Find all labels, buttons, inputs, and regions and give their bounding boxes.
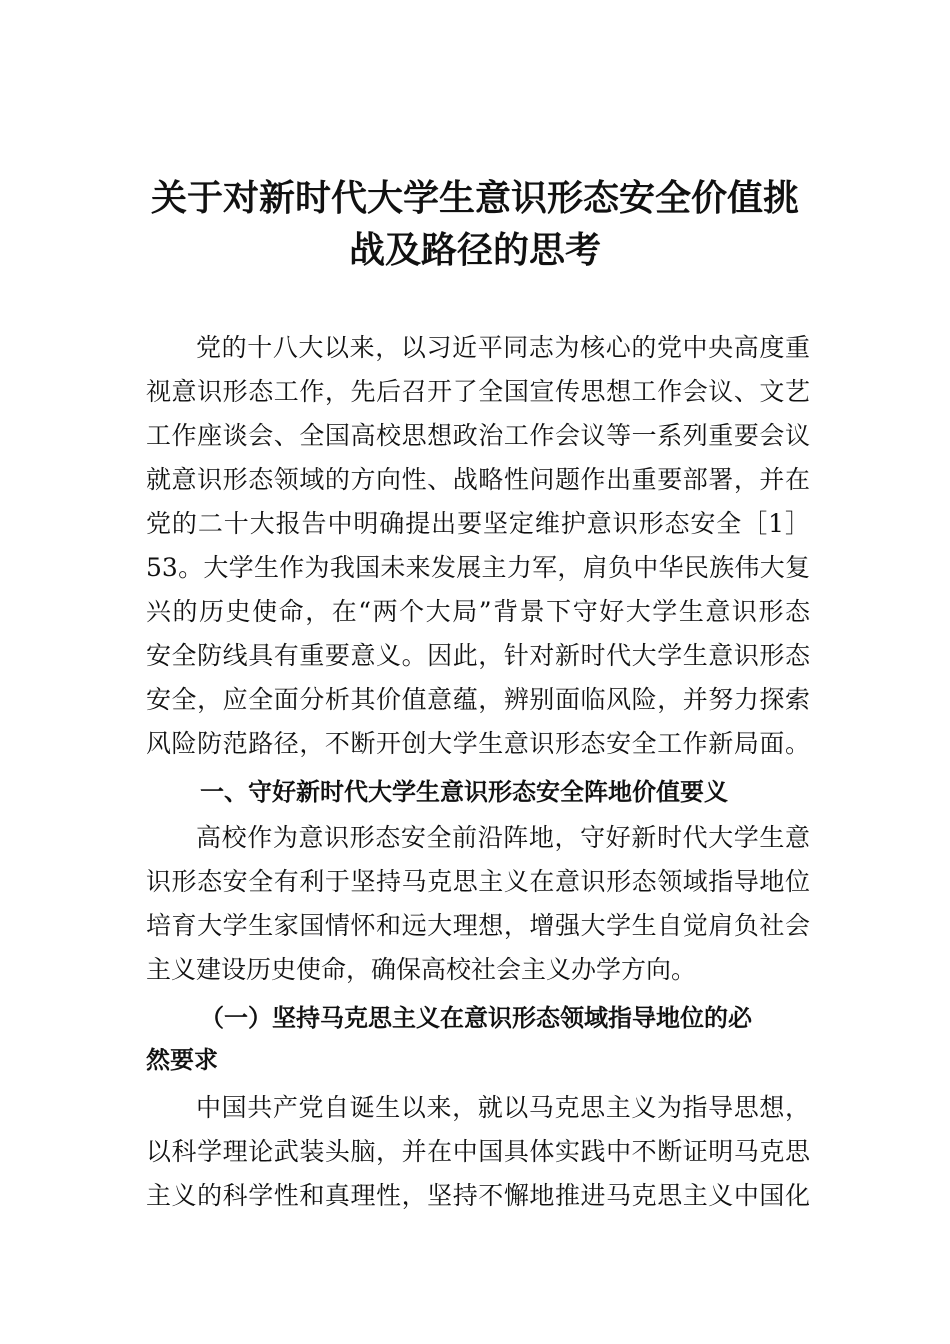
paragraph-1-line: 安全防线具有重要意义。因此，针对新时代大学生意识形态 — [146, 641, 810, 670]
paragraph-1-line: 兴的历史使命，在“两个大局”背景下守好大学生意识形态 — [146, 597, 810, 626]
paragraph-3-line: 中国共产党自诞生以来，就以马克思主义为指导思想， — [196, 1093, 810, 1122]
subsection-heading-1-line-2: 然要求 — [146, 1046, 218, 1074]
document-title-line-2: 战及路径的思考 — [348, 229, 601, 271]
paragraph-3-line: 以科学理论武装头脑，并在中国具体实践中不断证明马克思 — [146, 1137, 810, 1166]
paragraph-1-line: 53。大学生作为我国未来发展主力军，肩负中华民族伟大复 — [146, 553, 810, 582]
document-title-line-1: 关于对新时代大学生意识形态安全价值挑 — [150, 177, 799, 219]
paragraph-1-line: 安全，应全面分析其价值意蕴，辨别面临风险，并努力探索 — [146, 685, 810, 714]
paragraph-2-line: 高校作为意识形态安全前沿阵地，守好新时代大学生意 — [196, 823, 810, 852]
paragraph-3-line: 主义的科学性和真理性，坚持不懈地推进马克思主义中国化 — [146, 1181, 810, 1210]
paragraph-1-line: 风险防范路径，不断开创大学生意识形态安全工作新局面。 — [146, 729, 810, 758]
paragraph-1-line: 党的十八大以来，以习近平同志为核心的党中央高度重 — [196, 333, 810, 362]
paragraph-1-line: 就意识形态领域的方向性、战略性问题作出重要部署，并在 — [146, 465, 810, 494]
paragraph-2-line: 主义建设历史使命，确保高校社会主义办学方向。 — [146, 955, 697, 984]
paragraph-2-line: 识形态安全有利于坚持马克思主义在意识形态领域指导地位 — [146, 867, 810, 896]
paragraph-1-line: 视意识形态工作，先后召开了全国宣传思想工作会议、文艺 — [146, 377, 810, 406]
subsection-heading-1-line-1: （一）坚持马克思主义在意识形态领域指导地位的必 — [200, 1004, 752, 1032]
section-heading-1: 一、守好新时代大学生意识形态安全阵地价值要义 — [200, 778, 728, 806]
paragraph-1-line: 工作座谈会、全国高校思想政治工作会议等一系列重要会议 — [146, 421, 810, 450]
paragraph-1-line: 党的二十大报告中明确提出要坚定维护意识形态安全［1］ — [146, 509, 810, 538]
paragraph-2-line: 培育大学生家国情怀和远大理想，增强大学生自觉肩负社会 — [146, 911, 810, 940]
